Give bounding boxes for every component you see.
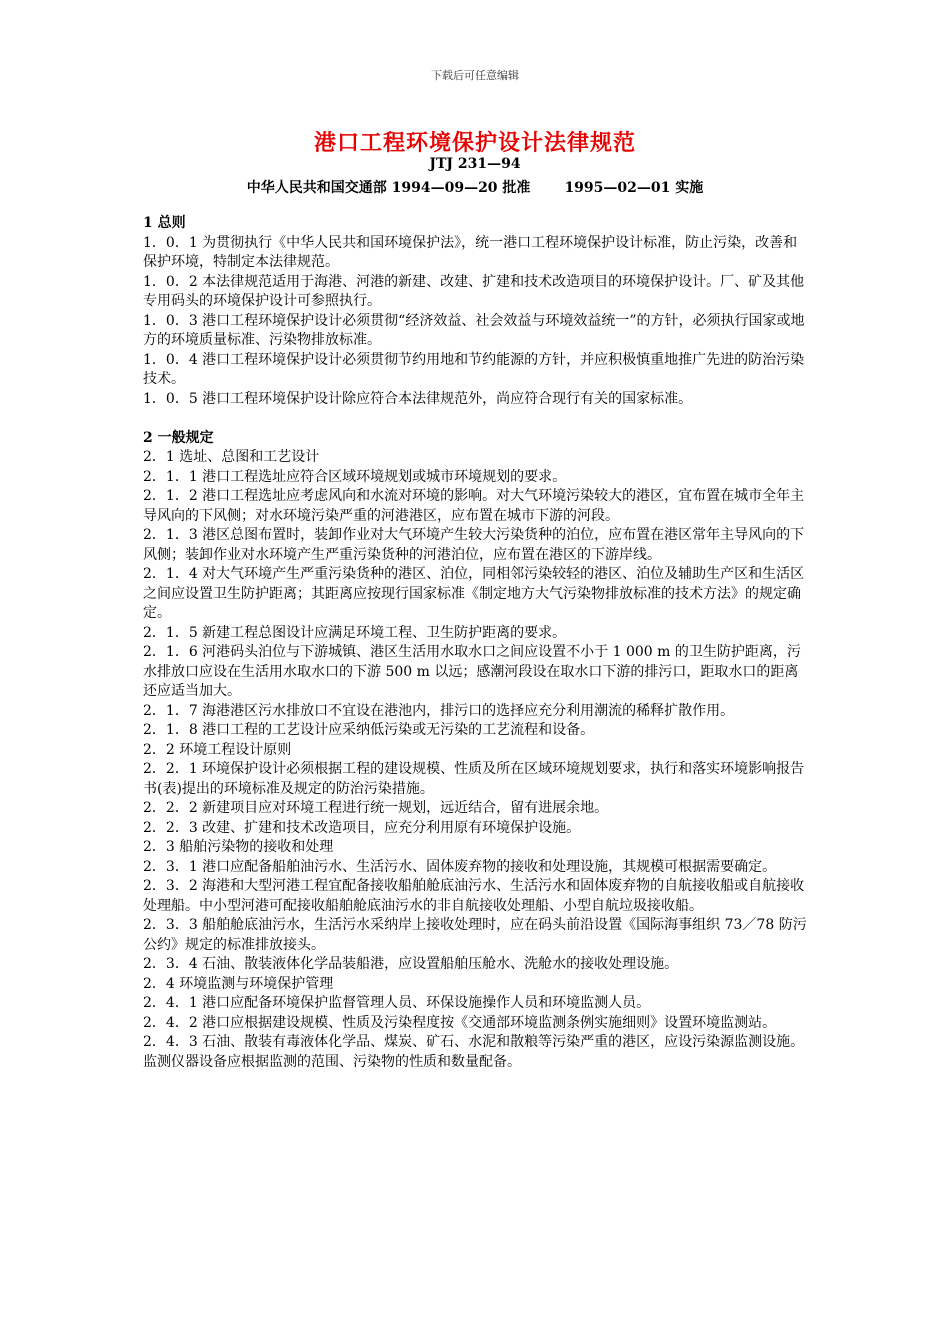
section-heading: 2 一般规定 (143, 429, 214, 446)
document-title: 港口工程环境保护设计法律规范 (313, 130, 636, 156)
clause: 2．2．1 环境保护设计必须根据工程的建设规模、性质及所在区域环境规划要求，执行和落实环境影响报告书(表)提出的环境标准及规定的防治污染措施。 (143, 761, 805, 797)
clause: 2．1．4 对大气环境产生严重污染货种的港区、泊位，同相邻污染较轻的港区、泊位及辅助生产区和生活区之间应设置卫生防护距离；其距离应按现行国家标准《制定地方大气污染物排放标准的技术方法》的规定确定。 (143, 566, 805, 621)
clause: 2．1．6 河港码头泊位与下游城镇、港区生活用水取水口之间应设置不小于 1 000 m 的卫生防护距离，污水排放口应设在生活用水取水口的下游 500 m 以远；感潮河段设在取水口下游的排污口，距取水口的距离还应适当加大。 (143, 644, 801, 699)
effective-date: 1995—02—01 实施 (564, 180, 704, 196)
clause: 2．4．2 港口应根据建设规模、性质及污染程度按《交通部环境监测条例实施细则》设置环境监测站。 (143, 1014, 777, 1031)
subsection-heading: 2．4 环境监测与环境保护管理 (143, 975, 334, 992)
clause: 2．2．3 改建、扩建和技术改造项目，应充分利用原有环境保护设施。 (143, 819, 581, 836)
clause: 2．1．5 新建工程总图设计应满足环境工程、卫生防护距离的要求。 (143, 624, 567, 641)
clause: 2．3．3 船舶舱底油污水，生活污水采纳岸上接收处理时，应在码头前沿设置《国际海事组织 73／78 防污公约》规定的标准排放接头。 (143, 917, 807, 953)
section-heading: 1 总则 (143, 215, 186, 231)
approval-date: 中华人民共和国交通部 1994—09—20 批准 (246, 180, 531, 196)
clause: 1．0．4 港口工程环境保护设计必须贯彻节约用地和节约能源的方针，并应积极慎重地推广先进的防治污染技术。 (143, 351, 805, 387)
clause: 2．4．3 石油、散装有毒液体化学品、煤炭、矿石、水泥和散粮等污染严重的港区，应设污染源监测设施。监测仪器设备应根据监测的范围、污染物的性质和数量配备。 (143, 1034, 805, 1070)
clause: 2．2．2 新建项目应对环境工程进行统一规划，远近结合，留有进展余地。 (143, 800, 609, 816)
clause: 1．0．5 港口工程环境保护设计除应符合本法律规范外，尚应符合现行有关的国家标准。 (143, 390, 693, 407)
header-note: 下载后可任意编辑 (431, 69, 519, 82)
clause: 2．1．2 港口工程选址应考虑风向和水流对环境的影响。对大气环境污染较大的港区，宜布置在城市全年主导风向的下风侧；对水环境污染严重的河港港区，应布置在城市下游的河段。 (143, 488, 805, 524)
document-body (143, 214, 811, 1072)
approval-line (0, 177, 950, 197)
clause: 2．3．2 海港和大型河港工程宜配备接收船舶舱底油污水、生活污水和固体废弃物的自航接收船或自航接收处理船。中小型河港可配接收船舶舱底油污水的非自航接收处理船、小型自航垃圾接收船。 (143, 878, 805, 914)
standard-code: JTJ 231—94 (429, 156, 521, 172)
clause: 2．1．7 海港港区污水排放口不宜设在港池内，排污口的选择应充分利用潮流的稀释扩散作用。 (143, 702, 735, 719)
clause: 1．0．2 本法律规范适用于海港、河港的新建、改建、扩建和技术改造项目的环境保护设计。厂、矿及其他专用码头的环境保护设计可参照执行。 (143, 273, 805, 309)
subsection-heading: 2．2 环境工程设计原则 (143, 741, 292, 758)
clause: 2．1．1 港口工程选址应符合区域环境规划或城市环境规划的要求。 (143, 468, 567, 485)
clause: 1．0．1 为贯彻执行《中华人民共和国环境保护法》，统一港口工程环境保护设计标准，防止污染，改善和保护环境，特制定本法律规范。 (143, 234, 798, 270)
subsection-heading: 2．3 船舶污染物的接收和处理 (143, 839, 334, 855)
clause: 2．1．8 港口工程的工艺设计应采纳低污染或无污染的工艺流程和设备。 (143, 722, 595, 738)
clause: 2．3．1 港口应配备船舶油污水、生活污水、固体废弃物的接收和处理设施，其规模可根据需要确定。 (143, 858, 777, 875)
clause: 1．0．3 港口工程环境保护设计必须贯彻“经济效益、社会效益与环境效益统一”的方针，必须执行国家或地方的环境质量标准、污染物排放标准。 (143, 312, 805, 348)
clause: 2．1．3 港区总图布置时，装卸作业对大气环境产生较大污染货种的泊位，应布置在港区常年主导风向的下风侧；装卸作业对水环境产生严重污染货种的河港泊位，应布置在港区的下游岸线。 (143, 527, 805, 563)
clause: 2．4．1 港口应配备环境保护监督管理人员、环保设施操作人员和环境监测人员。 (143, 995, 651, 1011)
clause: 2．3．4 石油、散装液体化学品装船港，应设置船舶压舱水、洗舱水的接收处理设施。 (143, 956, 679, 972)
section-spacer (143, 409, 811, 429)
subsection-heading: 2．1 选址、总图和工艺设计 (143, 449, 320, 465)
